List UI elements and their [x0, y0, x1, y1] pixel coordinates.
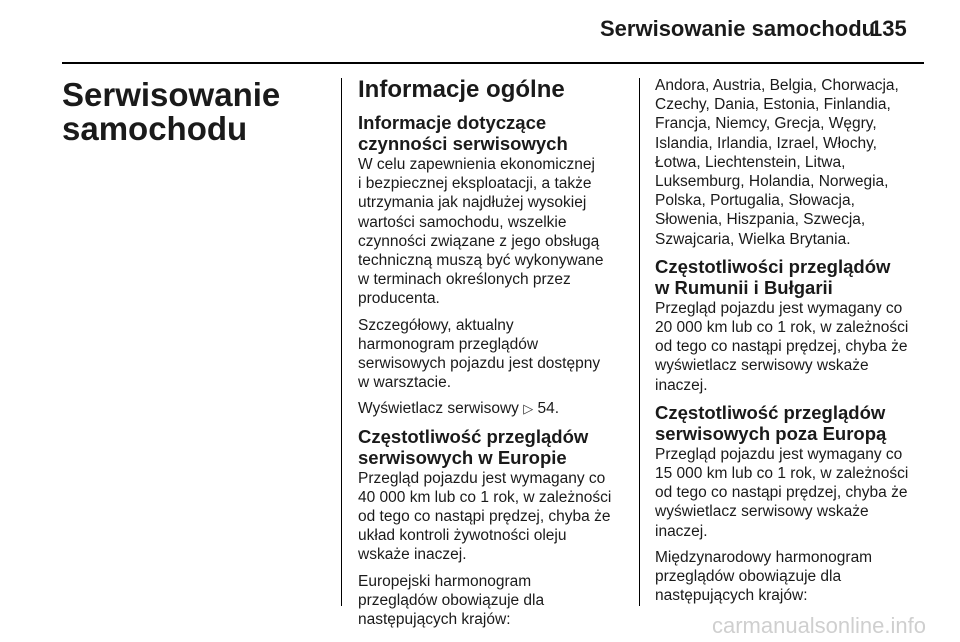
page-number: 135 — [870, 16, 907, 41]
subsection-heading-romania-bulgaria: Częstotliwości przeglądów w Rumunii i Bułgarii — [655, 255, 891, 298]
right-column — [655, 76, 935, 612]
paragraph-schedule-available: Szczegółowy, aktualny harmonogram przeglądów serwisowych pojazdu jest dostępny w warsztacie. — [358, 316, 601, 392]
header-rule — [62, 62, 924, 64]
paragraph-europe-schedule: Europejski harmonogram przeglądów obowiązuje dla następujących krajów: — [358, 572, 545, 629]
paragraph-romania-interval: Przegląd pojazdu jest wymagany co 20 000 km lub co 1 rok, w zależności od tego co nastąpi prędzej, chyba że wyświetlacz serwisowy wskaże inaczej. — [655, 299, 909, 394]
section-heading: Informacje ogólne — [358, 76, 565, 103]
watermark: carmanualsonline.info — [711, 613, 926, 638]
chapter-title: Serwisowanie samochodu — [62, 76, 281, 147]
column-divider-left — [341, 78, 342, 606]
paragraph-international-schedule: Międzynarodowy harmonogram przeglądów obowiązuje dla następujących krajów: — [655, 548, 873, 605]
reference-arrow-icon: ▷ — [523, 401, 534, 417]
service-display-label: Wyświetlacz serwisowy — [358, 400, 519, 418]
paragraph-service-display — [358, 399, 636, 418]
subsection-heading-europe: Częstotliwość przeglądów serwisowych w Europie — [358, 425, 589, 468]
middle-column — [358, 76, 636, 636]
running-header-title: Serwisowanie samochodu — [600, 16, 876, 41]
subsection-heading-service-info: Informacje dotyczące czynności serwisowych — [358, 112, 568, 154]
paragraph-outside-interval: Przegląd pojazdu jest wymagany co 15 000 km lub co 1 rok, w zależności od tego co nastąpi prędzej, chyba że wyświetlacz serwisowy wskaże inaczej. — [655, 445, 909, 540]
paragraph-country-list: Andora, Austria, Belgia, Chorwacja, Czechy, Dania, Estonia, Finlandia, Francja, Niemcy, Grecja, Węgry, Islandia, Irlandia, Izrael, Włochy, Łotwa, Liechtenstein, Litwa, Luksemburg, Holandia, Norwegia, Polska, Portugalia, Słowacja, Słowenia, Hiszpania, Szwecja, Szwajcaria, Wielka Brytania. — [655, 77, 899, 248]
subsection-heading-outside-europe: Częstotliwość przeglądów serwisowych poza Europą — [655, 401, 887, 444]
paragraph-economic-operation: W celu zapewnienia ekonomicznej i bezpiecznej eksploatacji, a także utrzymania jak najdłużej wysokiej wartości samochodu, wszelkie czynności związane z jego obsługą techniczną muszą być wykonywane w terminach określonych przez producenta. — [358, 156, 604, 308]
reference-page: 54. — [537, 400, 560, 418]
column-divider-right — [639, 78, 640, 606]
paragraph-europe-interval: Przegląd pojazdu jest wymagany co 40 000 km lub co 1 rok, w zależności od tego co nastąpi prędzej, chyba że układ kontroli żywotności oleju wskaże inaczej. — [358, 469, 612, 564]
